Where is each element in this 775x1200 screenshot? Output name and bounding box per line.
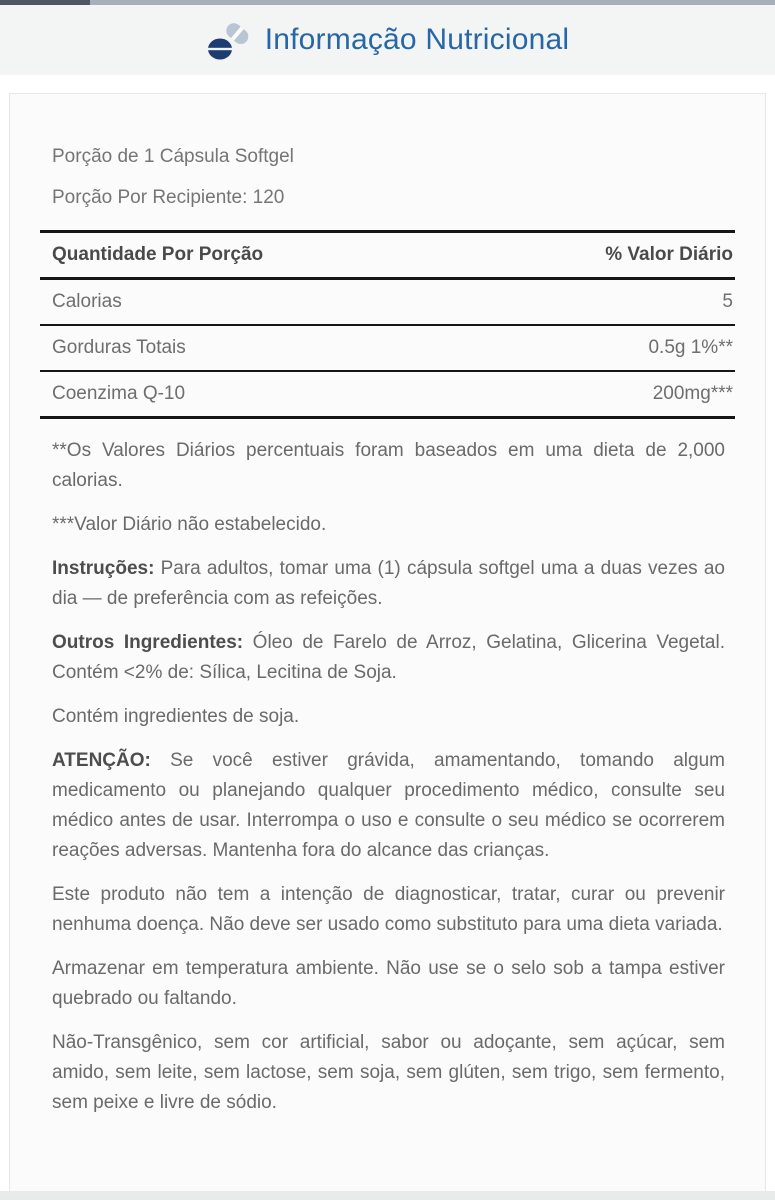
table-row: [40, 279, 735, 326]
footnote-dv-not-established: ***Valor Diário não estabelecido.: [52, 514, 327, 535]
warning-paragraph: ATENÇÃO: Se você estiver grávida, amamentando, tomando algum medicamento ou planejando qualquer procedimento médico, consulte seu médico antes de usar. Interrompa o uso e consulte o seu médico se ocorrerem reações adversas. Mantenha fora do alcance das crianças.: [52, 750, 725, 861]
section-header: [0, 5, 775, 75]
serving-size-line: Porção de 1 Cápsula Softgel: [52, 146, 294, 167]
nutrient-name: Calorias: [52, 291, 122, 312]
disclaimer-paragraph: Este produto não tem a intenção de diagnosticar, tratar, curar ou prevenir nenhuma doença. Não deve ser usado como substituto para uma dieta variada.: [52, 884, 725, 935]
label-paragraphs: [40, 436, 735, 1118]
bottom-edge-strip: [0, 1191, 775, 1200]
nutrient-value: 5: [722, 291, 733, 312]
other-ingredients-paragraph: Outros Ingredientes: Óleo de Farelo de Arroz, Gelatina, Glicerina Vegetal. Contém <2% de: Sílica, Lecitina de Soja.: [52, 632, 725, 683]
servings-per-container-line: Porção Por Recipiente: 120: [52, 187, 285, 208]
table-row: [40, 371, 735, 418]
nutrient-value: 0.5g 1%**: [648, 337, 733, 358]
nutrient-name: Gorduras Totais: [52, 337, 186, 358]
soy-allergen-note: Contém ingredientes de soja.: [52, 706, 300, 727]
table-row: [40, 325, 735, 371]
header-gap: [0, 75, 775, 93]
top-edge-bar: [0, 0, 775, 5]
table-header-row: [40, 232, 735, 279]
top-edge-bar-dark-segment: [0, 0, 90, 5]
nutrient-name: Coenzima Q-10: [52, 383, 186, 404]
storage-paragraph: Armazenar em temperatura ambiente. Não use se o selo sob a tampa estiver quebrado ou faltando.: [52, 958, 725, 1009]
pills-icon: [206, 21, 252, 63]
nutrition-label-panel: [9, 93, 766, 1191]
instructions-paragraph: Instruções: Para adultos, tomar uma (1) cápsula softgel uma a duas vezes ao dia — de preferência com as refeições.: [52, 558, 725, 609]
free-from-paragraph: Não-Transgênico, sem cor artificial, sabor ou adoçante, sem açúcar, sem amido, sem leite, sem lactose, sem soja, sem glúten, sem trigo, sem fermento, sem peixe e livre de sódio.: [52, 1032, 725, 1113]
footnote-daily-values: **Os Valores Diários percentuais foram baseados em uma dieta de 2,000 calorias.: [52, 440, 725, 491]
page-title: Informação Nutricional: [264, 23, 570, 56]
column-header-amount: Quantidade Por Porção: [52, 244, 264, 265]
column-header-daily-value: % Valor Diário: [605, 244, 733, 265]
nutrition-facts-table: [40, 230, 735, 419]
nutrient-value: 200mg***: [652, 383, 733, 404]
